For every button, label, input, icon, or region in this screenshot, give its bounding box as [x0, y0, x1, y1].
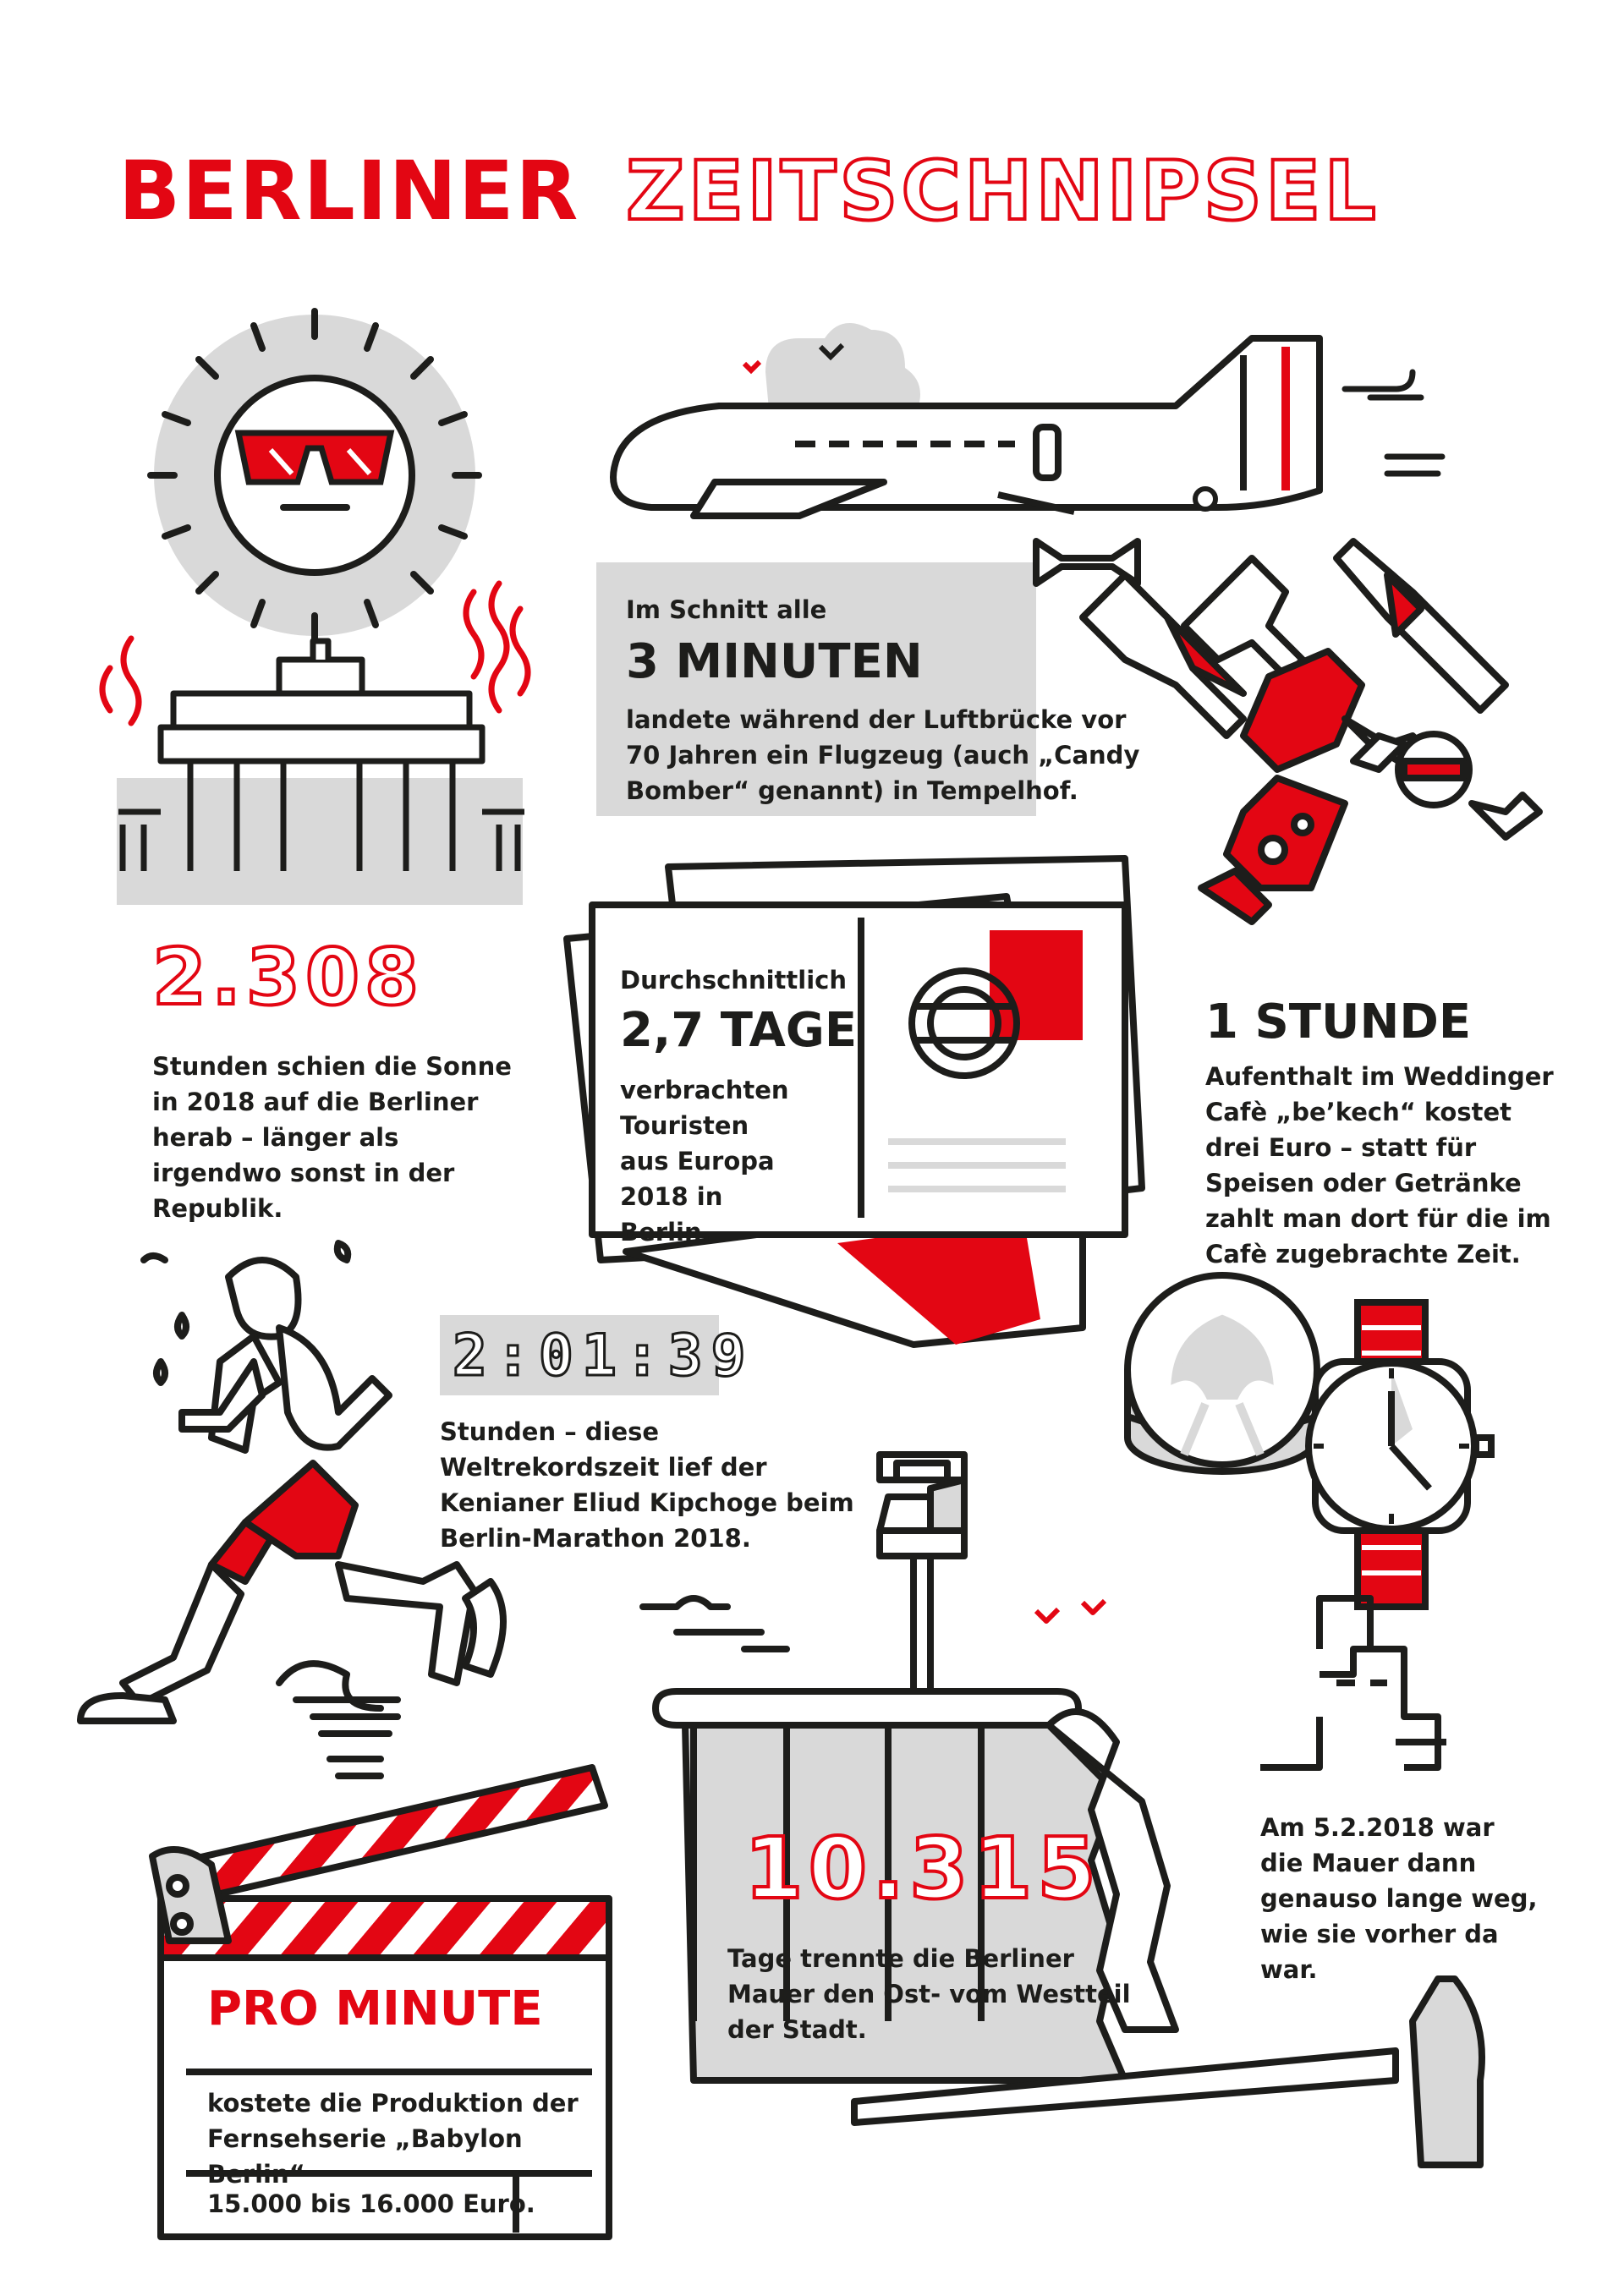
babylon-amount: 15.000 bis 16.000 Euro. [207, 2189, 535, 2218]
sun-hours-value: 2.308 [152, 932, 425, 1022]
airlift-caption: landete während der Luftbrücke vor 70 Jahren ein Flugzeug (auch „Candy Bomber“ genannt) in Tempelhof. [626, 705, 1140, 805]
marathon-time-display: 2:01:39 [453, 1323, 754, 1389]
wall-anniversary-caption: Am 5.2.2018 war die Mauer dann genauso lange weg, wie sie vorher da war. [1260, 1813, 1538, 1984]
tourists-caption: verbrachten Touristen aus Europa 2018 in Berlin. [620, 1076, 789, 1247]
airlift-lead: Im Schnitt alle [626, 595, 827, 624]
coins-icon [1127, 1275, 1317, 1471]
tourists-value: 2,7 TAGE [620, 1003, 858, 1058]
watch-icon [1309, 1302, 1491, 1607]
marathon-caption: Stunden – diese Weltrekordszeit lief der Kenianer Eliud Kipchoge beim Berlin-Marathon 2018. [440, 1417, 854, 1553]
tourists-lead: Durchschnittlich [620, 966, 847, 995]
sun-icon [151, 311, 479, 639]
wall-days-caption: Tage trennte die Berliner Mauer den Ost- vom Westteil der Stadt. [727, 1944, 1131, 2044]
cafe-value: 1 STUNDE [1205, 995, 1472, 1049]
title-zeitschnipsel: ZEITSCHNIPSEL [626, 144, 1380, 238]
babylon-value: PRO MINUTE [207, 1981, 543, 2036]
sun-hours-caption: Stunden schien die Sonne in 2018 auf die Berliner herab – länger als irgendwo sonst in der Republik. [152, 1052, 512, 1223]
airlift-value: 3 MINUTEN [626, 634, 923, 689]
wall-days-value: 10.315 [744, 1819, 1101, 1918]
babylon-caption: kostete die Produktion der Fernsehserie „Babylon Berlin“ [207, 2089, 579, 2189]
title-berliner: BERLINER [118, 144, 580, 238]
cafe-caption: Aufenthalt im Weddinger Cafè „be’kech“ kostet drei Euro – statt für Speisen oder Getränke zahlt man dort für die im Cafè zugebrachte Zeit. [1205, 1062, 1554, 1269]
